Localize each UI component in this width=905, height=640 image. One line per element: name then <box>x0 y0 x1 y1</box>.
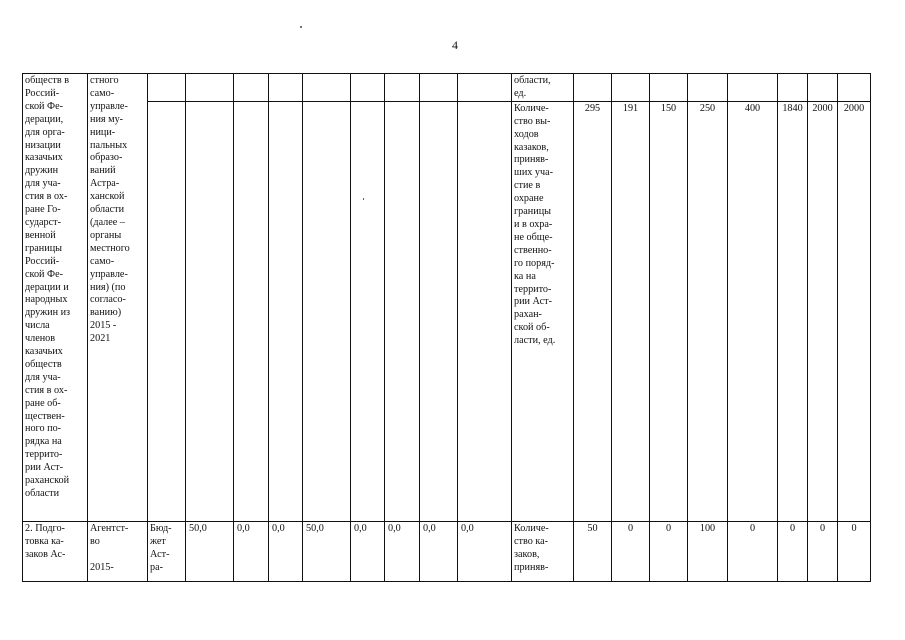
empty-cell <box>303 74 351 102</box>
empty-cell <box>351 101 385 521</box>
indicator-value: 100 <box>688 521 728 581</box>
empty-cell <box>808 74 838 102</box>
program-table <box>22 73 871 582</box>
row1-executor-cell: стного само- управле- ния му- ници- пальных образо- ваний Астра- ханской области (далее – органы местного само- управле- ния) (по согласо- ванию) 2015 - 2021 <box>88 74 148 522</box>
row2-source-cell: Бюд- жет Аст- ра- <box>148 521 186 581</box>
empty-cell <box>148 74 186 102</box>
indicator-value: 0 <box>778 521 808 581</box>
indicator-value: 1840 <box>778 101 808 521</box>
empty-cell <box>688 74 728 102</box>
row1-event-cell: обществ в Россий- ской Фе- дерации, для орга- низации казачьих дружин для уча- стия в ох- ране Го- сударст- венной границы Россий- ской Фе- дерации и народных дружин из числа членов казачьих обществ для уча- стия в ох- ране об- ществен- ного по- рядка на террито- рии Аст- раханской области <box>23 74 88 522</box>
empty-cell <box>728 74 778 102</box>
indicator-value: 400 <box>728 101 778 521</box>
empty-cell <box>269 101 303 521</box>
row1-indicator-top-cell: области, ед. <box>512 74 574 102</box>
row2-executor-cell: Агентст- во 2015- <box>88 521 148 581</box>
empty-cell <box>420 74 458 102</box>
table-row <box>23 101 871 521</box>
finance-value: 0,0 <box>420 521 458 581</box>
indicator-value: 50 <box>574 521 612 581</box>
indicator-value: 0 <box>808 521 838 581</box>
finance-value: 0,0 <box>458 521 512 581</box>
row2-indicator-cell: Количе- ство ка- заков, приняв- <box>512 521 574 581</box>
finance-value: 50,0 <box>186 521 234 581</box>
empty-cell <box>650 74 688 102</box>
row2-event-cell: 2. Подго- товка ка- заков Ас- <box>23 521 88 581</box>
empty-cell <box>574 74 612 102</box>
finance-value: 0,0 <box>234 521 269 581</box>
indicator-value: 0 <box>650 521 688 581</box>
finance-value: 50,0 <box>303 521 351 581</box>
finance-value: 0,0 <box>351 521 385 581</box>
indicator-value: 150 <box>650 101 688 521</box>
indicator-value: 191 <box>612 101 650 521</box>
empty-cell <box>303 101 351 521</box>
empty-cell <box>458 101 512 521</box>
indicator-value: 250 <box>688 101 728 521</box>
table-row <box>23 521 871 581</box>
indicator-value: 0 <box>838 521 871 581</box>
empty-cell <box>351 74 385 102</box>
finance-value: 0,0 <box>269 521 303 581</box>
empty-cell <box>385 74 420 102</box>
empty-cell <box>385 101 420 521</box>
page-number: 4 <box>452 38 458 52</box>
indicator-value: 0 <box>728 521 778 581</box>
empty-cell <box>838 74 871 102</box>
empty-cell <box>234 74 269 102</box>
empty-cell <box>778 74 808 102</box>
empty-cell <box>269 74 303 102</box>
row1-indicator-cell: Количе- ство вы- ходов казаков, приняв- ших уча- стие в охране границы и в охра- не обще- ственно- го поряд- ка на террито- рии Аст- рахан- ской об- ласти, ед. <box>512 101 574 521</box>
empty-cell <box>458 74 512 102</box>
empty-cell <box>420 101 458 521</box>
empty-cell <box>186 74 234 102</box>
indicator-value: 2000 <box>838 101 871 521</box>
scan-speck <box>300 26 302 28</box>
empty-cell <box>612 74 650 102</box>
table-row <box>23 74 871 102</box>
indicator-value: 295 <box>574 101 612 521</box>
indicator-value: 2000 <box>808 101 838 521</box>
empty-cell <box>234 101 269 521</box>
empty-cell <box>148 101 186 521</box>
finance-value: 0,0 <box>385 521 420 581</box>
indicator-value: 0 <box>612 521 650 581</box>
empty-cell <box>186 101 234 521</box>
